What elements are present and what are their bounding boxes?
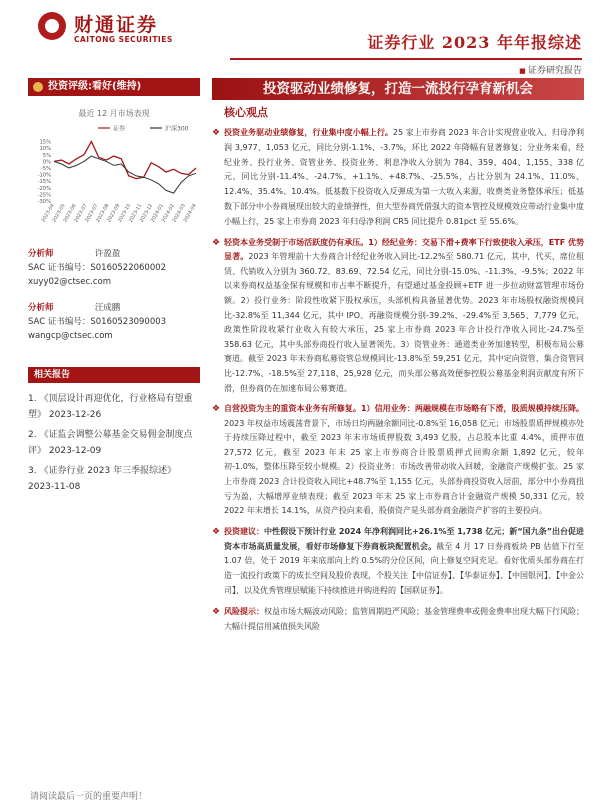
advice-forecast: 中性假设下预计行业 2024 年净利润同比+26.1%至 1,738 亿元；新“国九条”出台促进资本市场高质量发展，看好市场修复下券商板块配置机会。 <box>224 526 584 551</box>
related-report-item[interactable] <box>28 427 200 459</box>
logo-en-text: CAITONG SECURITIES <box>74 35 173 44</box>
related-report-title: 3. 《证券行业 2023 年三季报综述》 <box>28 466 177 476</box>
diamond-bullet-icon: ❖ <box>212 526 221 537</box>
y-tick-label: -10% <box>37 172 51 179</box>
related-report-item[interactable] <box>28 463 200 495</box>
x-tick-label: 2023-11 <box>128 203 144 224</box>
logo-cn-text: 财通证券 <box>74 14 159 36</box>
legend-label: 证券 <box>113 125 126 133</box>
x-tick-label: 2024-02 <box>161 203 176 224</box>
key-point-2 <box>212 236 584 397</box>
analyst-name: 汪成鹏 <box>94 303 121 313</box>
rating-bar <box>28 78 200 96</box>
key-point-1 <box>212 126 584 230</box>
key-point-lead: 投资业务驱动业绩修复，行业集中度小幅上行。 <box>224 128 393 137</box>
y-tick-label: 0% <box>42 159 51 166</box>
x-tick-label: 2024-03 <box>172 203 187 224</box>
x-tick-label: 2023-05 <box>52 203 67 224</box>
analyst-card-2 <box>28 301 200 343</box>
risk-warning <box>212 605 584 635</box>
key-point-lead: 自营投资为主的重资本业务有所修复。1）信用业务：两融规模在市场略有下滑，股质规模持续压降。 <box>224 404 584 414</box>
related-report-date: 2023-12-09 <box>48 446 102 456</box>
y-tick-label: -25% <box>37 192 51 199</box>
key-point-text: 25 家上市券商 2023 年合计实现营业收入、归母净利润 3,977、1,053 亿元，同比分别-1.1%、-3.7%，环比 2022 年降幅有显著修复；分业务来看，经纪业务、投行业务、资管业务、投资业务、利息净收入分别为 784、359、404、1,155、338 亿元，同比分别-11.4%、-24.7%、+1.1%、+48.7%、-25.5%，占比分别为 24.1%、11.0%、12.4%、35.4%、10.4%。低基数下投资收入反弹成为第一大收入来源，收费类业务整体承压；低基数下部分中小券商展现出较大的业绩弹性，但大型券商凭借强大的资本管控及规模效应带动行业集中度小幅上行，25 家上市券商 2023 年归母净利润 CR5 同比提升 0.81pct 至 55.6%。 <box>224 128 585 226</box>
key-point-text: 2023 年权益市场震荡背景下，市场日均两融余额同比-0.8%至 16,058 亿元；市场股票质押规模亦处于持续压降过程中，截至 2023 年末市场质押股数 3,493 亿股，占总股本比重 4.4%，质押市值 27,572 亿元，截至 2023 年末 25 家上市券商合计股票质押式回购余额 1,892 亿元，较年初-1.0%，整体压降至较小规模。2）投资业务：市场改善带动收入回暖，金融资产规模扩张。25 家上市券商 2023 合计投资收入同比+48.7%至 1,155 亿元，头部券商投资收入居前，部分中小券商扭亏为盈，大幅增厚业绩表现；截至 2023 年末 25 家上市券商合计金融资产规模 50,331 亿元，较 2022 年末增长 14.1%，从资产投向来看，股债资产是头部券商金融资产扩容的主要投向。 <box>224 418 584 516</box>
y-tick-label: -15% <box>37 179 51 186</box>
series-line <box>54 156 196 193</box>
diamond-bullet-icon: ❖ <box>212 128 221 138</box>
diamond-bullet-icon: ❖ <box>212 237 221 248</box>
x-tick-label: 2023-07 <box>74 203 89 224</box>
risk-lead: 风险提示： <box>224 606 264 616</box>
diamond-bullet-icon: ❖ <box>212 404 221 415</box>
logo-mark-icon <box>38 12 66 40</box>
series-line <box>54 142 196 179</box>
analyst-role: 分析师 <box>28 249 54 259</box>
analyst-cert: SAC 证书编号：S0160522060002 <box>28 263 167 273</box>
x-tick-label: 2023-12 <box>139 203 155 224</box>
main-title: 投资驱动业绩修复，打造一流投行孕育新机会 <box>212 78 584 100</box>
main-content <box>212 78 584 634</box>
header-rule <box>230 58 582 60</box>
y-tick-label: 5% <box>42 152 51 159</box>
section-heading: 核心观点 <box>224 106 268 119</box>
x-tick-label: 2024-01 <box>150 203 165 224</box>
y-tick-label: -30% <box>37 199 51 205</box>
y-tick-label: 10% <box>39 146 51 153</box>
y-tick-label: -20% <box>37 185 51 192</box>
related-report-item[interactable] <box>28 391 200 423</box>
rating-text: 投资评级:看好(维持) <box>48 81 142 92</box>
y-tick-label: 15% <box>39 139 51 146</box>
related-reports-list <box>28 391 200 495</box>
analyst-name: 许盈盈 <box>94 249 121 259</box>
performance-chart <box>28 123 200 241</box>
key-point-text: 2023 年管理前十大券商合计经纪业务收入同比-12.2%至 580.71 亿元，其中，代买、席位租赁、代销收入分别为 360.72、83.69、72.54 亿元，同比分别-15.0%、-11.3%、-9.5%；2022 年以来券商权益基金保有规模和市占率不断提升，有望通过基金投顾+ETF 进一步拉动财富管理市场份额。2）投行业务：阶段性收紧下股权承压，头部机构具备显著优势。2023 年市场股权融资规模同比-32.8%至 11,344 亿元，其中 IPO、再融资规模分别-39.2%、-29.4%至 3,565、7,779 亿元，政策性阶段收紧行业收入有较大承压，25 家上市券商 2023 年合计投行净收入同比-24.7%至 358.63 亿元，其中头部券商投行收入显著领先。3）资管业务：通道类业务加速转型，积极布局公募赛道。截至 2023 年末券商私募资管总规模同比-13.8%至 59,251 亿元，其中定向资管、集合资管同比-12.7%、-18.5%至 27,118、25,928 亿元，而头部公募高效便参控股公募基金利润贡献度有所下滑，但券商仍在加速布局公募赛道。 <box>224 252 585 393</box>
report-series-title: 证券行业 2023 年年报综述 <box>367 33 582 52</box>
related-report-date: 2023-11-08 <box>28 482 81 492</box>
analyst-email[interactable]: wangcp@ctsec.com <box>28 331 113 341</box>
rating-coin-icon <box>33 82 43 92</box>
x-tick-label: 2023-06 <box>63 203 78 224</box>
risk-text: 权益市场大幅波动风险；监管周期趋严风险；基金管理费率或佣金费率出现大幅下行风险；大幅计提信用减值损失风险 <box>224 606 584 631</box>
related-report-title: 2. 《证监会调整公募基金交易佣金制度点评》 <box>28 430 193 456</box>
sidebar <box>28 78 200 499</box>
key-point-lead: 轻资本业务受制于市场活跃度仍有承压。1）经纪业务：交易下滑+费率下行致使收入承压，ETF 优势显著。 <box>224 237 584 262</box>
related-report-date: 2023-12-26 <box>48 410 102 420</box>
report-type-label: ■ 证券研究报告 <box>519 63 582 76</box>
x-tick-label: 2023-04 <box>41 203 56 224</box>
x-tick-label: 2024-04 <box>183 203 198 224</box>
related-reports-heading: 相关报告 <box>28 367 200 383</box>
diamond-bullet-icon: ❖ <box>212 606 221 617</box>
x-tick-label: 2023-08 <box>95 203 111 224</box>
company-logo <box>38 10 188 50</box>
advice-text: 截至 4 月 17 日券商板块 PB 估值下行至 1.07 倍，处于 2019 年来底部向上约 0.5%的分位区间，向上修复空间充足。看好优质头部券商在打造一流投行政策下的成长空间及股价表现，个股关注【中信证券】、【华泰证券】、【中国银河】、【中金公司】，以及优秀管理层赋能下持续推进并购进程的【国联证券】。 <box>224 541 585 596</box>
footer-disclaimer: 请阅读最后一页的重要声明！ <box>30 792 148 800</box>
advice-lead: 投资建议： <box>224 526 265 536</box>
x-tick-label: 2023-09 <box>106 203 122 224</box>
legend-label: 沪深300 <box>165 125 189 133</box>
analyst-cert: SAC 证书编号：S0160523090003 <box>28 317 167 327</box>
analyst-email[interactable]: xuyy02@ctsec.com <box>28 277 111 287</box>
analyst-card-1 <box>28 247 200 289</box>
y-tick-label: -5% <box>40 166 51 172</box>
x-tick-label: 2023-10 <box>117 203 133 224</box>
key-point-3 <box>212 402 584 519</box>
related-report-title: 1. 《顶层设计再迎优化，行业格局有望重塑》 <box>28 394 193 420</box>
analyst-role: 分析师 <box>28 303 54 313</box>
x-tick-label: 2023-07 <box>85 203 100 224</box>
performance-chart-svg <box>28 123 200 241</box>
investment-advice <box>212 525 584 599</box>
performance-title: 最近 12 月市场表现 <box>78 109 150 118</box>
